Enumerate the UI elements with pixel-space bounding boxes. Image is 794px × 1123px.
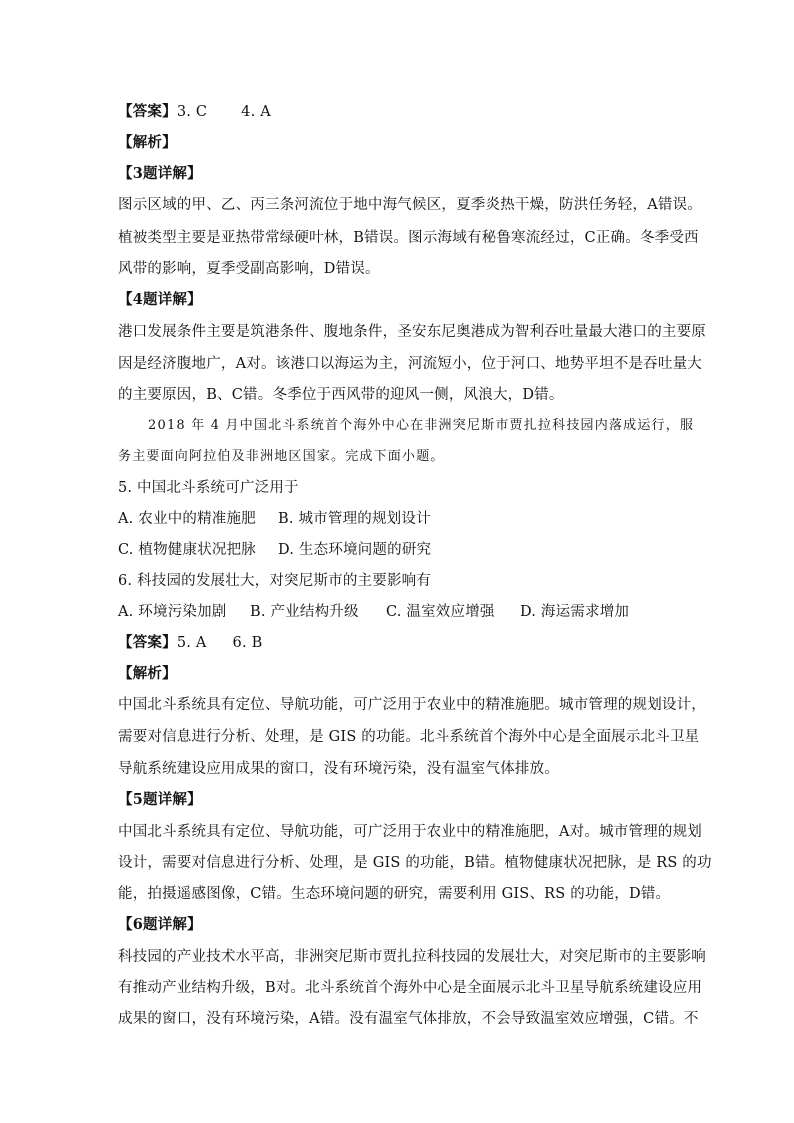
analysis-line: 需要对信息进行分析、处理，是 GIS 的功能。北斗系统首个海外中心是全面展示北斗卫星 bbox=[118, 729, 700, 745]
detail-3-line: 植被类型主要是亚热带常绿硬叶林，B错误。图示海域有秘鲁寒流经过，C正确。冬季受西 bbox=[118, 230, 699, 246]
question-6: 6. 科技园的发展壮大，对突尼斯市的主要影响有 bbox=[118, 573, 432, 589]
answer-line-5-6 bbox=[118, 633, 262, 653]
question-6-options-row bbox=[118, 602, 629, 622]
option-5b: B. 城市管理的规划设计 bbox=[278, 511, 431, 527]
question-stem-line: 务主要面向阿拉伯及非洲地区国家。完成下面小题。 bbox=[118, 449, 445, 464]
detail-6-line: 成果的窗口，没有环境污染，A错。没有温室气体排放，不会导致温室效应增强，C错。不 bbox=[118, 1011, 699, 1027]
answer-tag: 【答案】 bbox=[118, 634, 177, 651]
answer-6: 6. B bbox=[232, 635, 263, 651]
detail-5-tag: 【5题详解】 bbox=[118, 791, 202, 808]
answer-3: 3. C bbox=[176, 104, 208, 120]
analysis-line: 导航系统建设应用成果的窗口，没有环境污染，没有温室气体排放。 bbox=[118, 761, 559, 777]
detail-6-tag: 【6题详解】 bbox=[118, 916, 202, 933]
analysis-tag: 【解析】 bbox=[118, 665, 177, 682]
question-5-options-row bbox=[118, 509, 431, 529]
option-5a: A. 农业中的精准施肥 bbox=[118, 511, 256, 527]
detail-4-tag: 【4题详解】 bbox=[118, 291, 202, 308]
detail-5-line: 中国北斗系统具有定位、导航功能，可广泛用于农业中的精准施肥，A对。城市管理的规划 bbox=[118, 824, 702, 840]
detail-3-line: 图示区域的甲、乙、丙三条河流位于地中海气候区，夏季炎热干燥，防洪任务轻，A错误。 bbox=[118, 197, 702, 213]
analysis-tag: 【解析】 bbox=[118, 134, 177, 151]
answer-line-3-4 bbox=[118, 102, 271, 122]
option-6a: A. 环境污染加剧 bbox=[118, 604, 227, 620]
question-5: 5. 中国北斗系统可广泛用于 bbox=[118, 480, 299, 496]
option-6b: B. 产业结构升级 bbox=[250, 604, 359, 620]
detail-4-line: 因是经济腹地广，A对。该港口以海运为主，河流短小，位于河口、地势平坦不是吞吐量大 bbox=[118, 356, 702, 372]
detail-5-line: 设计，需要对信息进行分析、处理，是 GIS 的功能，B错。植物健康状况把脉，是 RS 的功 bbox=[118, 855, 712, 871]
detail-6-line: 科技园的产业技术水平高，非洲突尼斯市贾扎拉科技园的发展壮大，对突尼斯市的主要影响 bbox=[118, 949, 706, 965]
question-stem-line: 2018 年 4 月中国北斗系统首个海外中心在非洲突尼斯市贾扎拉科技园内落成运行，服 bbox=[148, 418, 695, 433]
detail-4-line: 港口发展条件主要是筑港条件、腹地条件，圣安东尼奥港成为智利吞吐量最大港口的主要原 bbox=[118, 324, 706, 340]
answer-tag: 【答案】 bbox=[118, 103, 177, 120]
answer-4: 4. A bbox=[241, 104, 271, 120]
question-5-options-row bbox=[118, 540, 431, 560]
option-6c: C. 温室效应增强 bbox=[386, 604, 495, 620]
option-5c: C. 植物健康状况把脉 bbox=[118, 542, 256, 558]
detail-6-line: 有推动产业结构升级，B对。北斗系统首个海外中心是全面展示北斗卫星导航系统建设应用 bbox=[118, 980, 703, 996]
detail-4-line: 的主要原因，B、C错。冬季位于西风带的迎风一侧，风浪大，D错。 bbox=[118, 387, 564, 403]
detail-3-line: 风带的影响，夏季受副高影响，D错误。 bbox=[118, 261, 380, 277]
option-6d: D. 海运需求增加 bbox=[520, 604, 630, 620]
detail-3-tag: 【3题详解】 bbox=[118, 165, 202, 182]
answer-5: 5. A bbox=[176, 635, 207, 651]
analysis-line: 中国北斗系统具有定位、导航功能，可广泛用于农业中的精准施肥。城市管理的规划设计， bbox=[118, 697, 706, 713]
detail-5-line: 能，拍摄遥感图像，C错。生态环境问题的研究，需要利用 GIS、RS 的功能，D错。 bbox=[118, 886, 671, 902]
option-5d: D. 生态环境问题的研究 bbox=[278, 542, 432, 558]
